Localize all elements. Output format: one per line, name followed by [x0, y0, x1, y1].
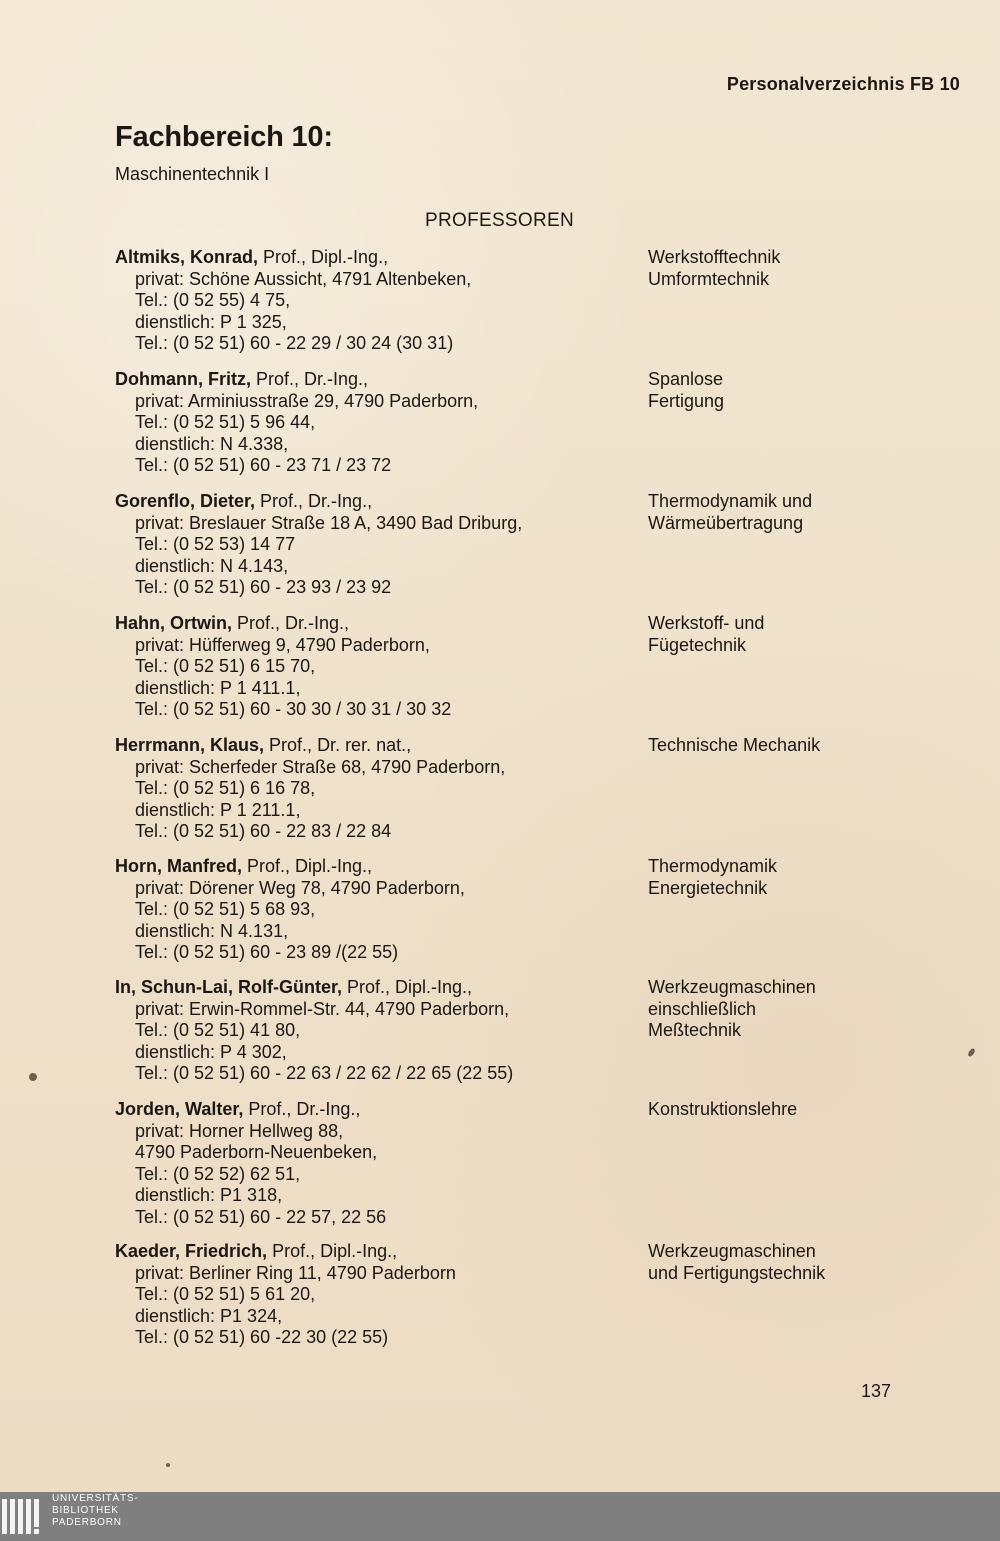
private-phone: Tel.: (0 52 51) 5 96 44,: [135, 412, 316, 432]
office-phone: Tel.: (0 52 51) 60 - 22 57, 22 56: [135, 1206, 387, 1227]
logo-bar-icon: [26, 1499, 31, 1534]
professor-details: [115, 491, 625, 599]
professor-entry: [115, 977, 960, 1089]
subject-line: einschließlich: [648, 998, 757, 1019]
logo-bar-icon: [34, 1499, 39, 1527]
subject-line: und Fertigungstechnik: [648, 1262, 826, 1283]
office-room: dienstlich: N 4.338,: [135, 433, 289, 454]
professor-details: [115, 1241, 625, 1349]
subject-line: Fertigung: [648, 390, 725, 411]
professor-title: Prof., Dipl.-Ing.,: [258, 247, 389, 267]
professor-name: Gorenflo, Dieter,: [115, 491, 256, 511]
private-phone: Tel.: (0 52 51) 6 15 70,: [135, 656, 316, 676]
professor-name: Kaeder, Friedrich,: [115, 1241, 268, 1261]
subject-area: [648, 1241, 968, 1284]
subject-line: Energietechnik: [648, 877, 768, 898]
subject-area: [648, 491, 968, 534]
professor-entry: [115, 369, 960, 481]
logo-bar-icon: [10, 1499, 15, 1534]
private-phone: Tel.: (0 52 53) 14 77: [135, 534, 296, 554]
subject-line: Werkzeugmaschinen: [648, 1241, 816, 1261]
paper-speck: [29, 1073, 37, 1081]
professor-name: Hahn, Ortwin,: [115, 613, 232, 633]
private-address: privat: Breslauer Straße 18 A, 3490 Bad Driburg,: [135, 512, 523, 533]
professor-details: [115, 1099, 625, 1228]
subject-area: [648, 856, 968, 899]
professor-entry: [115, 491, 960, 603]
office-phone: Tel.: (0 52 51) 60 -22 30 (22 55): [135, 1327, 389, 1347]
professor-name: Jorden, Walter,: [115, 1099, 244, 1119]
professor-details: [115, 369, 625, 477]
library-logo-line: BIBLIOTHEK: [52, 1505, 119, 1516]
professor-entry: [115, 247, 960, 359]
professor-title: Prof., Dr.-Ing.,: [255, 491, 373, 511]
professor-title: Prof., Dr.-Ing.,: [232, 613, 350, 633]
professor-title: Prof., Dipl.-Ing.,: [267, 1241, 398, 1261]
private-phone: Tel.: (0 52 51) 6 16 78,: [135, 778, 316, 798]
professor-title: Prof., Dipl.-Ing.,: [342, 977, 473, 997]
office-phone: Tel.: (0 52 51) 60 - 22 83 / 22 84: [135, 821, 392, 841]
library-logo-icon: [0, 1492, 48, 1541]
professor-name-line: [115, 491, 625, 513]
office-room: dienstlich: P 1 325,: [135, 311, 287, 332]
subject-line: Thermodynamik und: [648, 491, 813, 511]
library-logo-text: [52, 1493, 139, 1529]
section-title: PROFESSOREN: [425, 210, 574, 231]
logo-bar-icon: [2, 1499, 7, 1534]
office-phone: Tel.: (0 52 51) 60 - 22 29 / 30 24 (30 31): [135, 333, 454, 353]
page-subtitle: Maschinentechnik I: [115, 164, 270, 184]
professor-title: Prof., Dr. rer. nat.,: [264, 735, 412, 755]
office-room: dienstlich: N 4.143,: [135, 555, 289, 576]
private-address-city: 4790 Paderborn-Neuenbeken,: [135, 1142, 378, 1162]
private-phone: Tel.: (0 52 52) 62 51,: [135, 1163, 301, 1184]
professor-entry: [115, 613, 960, 725]
subject-line: Spanlose: [648, 369, 724, 389]
office-room: dienstlich: P1 324,: [135, 1305, 283, 1326]
subject-line: Wärmeübertragung: [648, 512, 804, 533]
subject-line: Thermodynamik: [648, 856, 778, 876]
subject-area: [648, 735, 968, 757]
office-phone: Tel.: (0 52 51) 60 - 23 89 /(22 55): [135, 942, 399, 962]
private-address: privat: Berliner Ring 11, 4790 Paderborn: [135, 1262, 456, 1283]
subject-area: [648, 613, 968, 656]
library-logo-line: UNIVERSITÄTS-: [52, 1493, 139, 1504]
professor-name-line: [115, 856, 625, 878]
subject-area: [648, 369, 968, 412]
professor-entry: [115, 856, 960, 968]
private-phone: Tel.: (0 52 51) 5 68 93,: [135, 899, 316, 919]
office-phone: Tel.: (0 52 51) 60 - 30 30 / 30 31 / 30 32: [135, 699, 452, 719]
library-logo-line: PADERBORN: [52, 1517, 122, 1528]
subject-line: Fügetechnik: [648, 634, 747, 655]
office-room: dienstlich: P 4 302,: [135, 1041, 287, 1062]
page-number: 137: [861, 1381, 892, 1401]
office-room: dienstlich: P1 318,: [135, 1185, 283, 1205]
professor-entry: [115, 1099, 960, 1232]
private-phone: Tel.: (0 52 51) 5 61 20,: [135, 1284, 316, 1304]
professor-name: Altmiks, Konrad,: [115, 247, 259, 267]
professor-name-line: [115, 1099, 625, 1121]
logo-dot-icon: [34, 1529, 39, 1534]
professor-name: Herrmann, Klaus,: [115, 735, 265, 755]
private-address: privat: Schöne Aussicht, 4791 Altenbeken,: [135, 268, 472, 289]
private-address: privat: Erwin-Rommel-Str. 44, 4790 Paderborn,: [135, 998, 510, 1019]
professor-name-line: [115, 613, 625, 635]
private-address: privat: Dörener Weg 78, 4790 Paderborn,: [135, 877, 465, 898]
subject-area: [648, 977, 968, 1042]
professor-details: [115, 977, 625, 1085]
professor-name-line: [115, 1241, 625, 1263]
professor-name-line: [115, 369, 625, 391]
office-phone: Tel.: (0 52 51) 60 - 23 93 / 23 92: [135, 577, 392, 597]
office-room: dienstlich: N 4.131,: [135, 920, 289, 941]
private-address: privat: Hüfferweg 9, 4790 Paderborn,: [135, 634, 430, 655]
professor-title: Prof., Dipl.-Ing.,: [242, 856, 373, 876]
professor-entry: [115, 735, 960, 847]
professor-name: Horn, Manfred,: [115, 856, 243, 876]
paper-speck: [166, 1463, 170, 1467]
professor-title: Prof., Dr.-Ing.,: [243, 1099, 361, 1119]
professor-details: [115, 247, 625, 355]
professor-details: [115, 735, 625, 843]
private-phone: Tel.: (0 52 51) 41 80,: [135, 1020, 301, 1040]
library-footer: [0, 1492, 1000, 1541]
professor-name-line: [115, 247, 625, 269]
professor-title: Prof., Dr.-Ing.,: [251, 369, 369, 389]
private-address: privat: Arminiusstraße 29, 4790 Paderborn,: [135, 390, 479, 411]
running-header: Personalverzeichnis FB 10: [726, 74, 960, 94]
professor-name: Dohmann, Fritz,: [115, 369, 251, 389]
subject-line: Werkzeugmaschinen: [648, 977, 816, 997]
subject-line: Werkstofftechnik: [648, 247, 781, 267]
office-phone: Tel.: (0 52 51) 60 - 22 63 / 22 62 / 22 65 (22 55): [135, 1063, 514, 1083]
subject-area: [648, 247, 968, 290]
private-address: privat: Horner Hellweg 88,: [135, 1120, 344, 1141]
professor-name: In, Schun-Lai, Rolf-Günter,: [115, 977, 342, 997]
subject-line: Umformtechnik: [648, 268, 770, 289]
office-phone: Tel.: (0 52 51) 60 - 23 71 / 23 72: [135, 455, 392, 475]
professor-details: [115, 856, 625, 964]
page-title: Fachbereich 10:: [115, 121, 333, 153]
professor-name-line: [115, 977, 625, 999]
professor-details: [115, 613, 625, 721]
professor-entry: [115, 1241, 960, 1353]
logo-bar-icon: [18, 1499, 23, 1534]
subject-area: [648, 1099, 968, 1121]
subject-line: Meßtechnik: [648, 1020, 742, 1040]
office-room: dienstlich: P 1 211.1,: [135, 799, 301, 820]
paper-speck: [967, 1047, 976, 1057]
subject-line: Konstruktionslehre: [648, 1099, 798, 1119]
office-room: dienstlich: P 1 411.1,: [135, 677, 301, 698]
subject-line: Technische Mechanik: [648, 735, 821, 755]
private-phone: Tel.: (0 52 55) 4 75,: [135, 290, 291, 310]
professor-name-line: [115, 735, 625, 757]
subject-line: Werkstoff- und: [648, 613, 765, 633]
private-address: privat: Scherfeder Straße 68, 4790 Paderborn,: [135, 756, 506, 777]
